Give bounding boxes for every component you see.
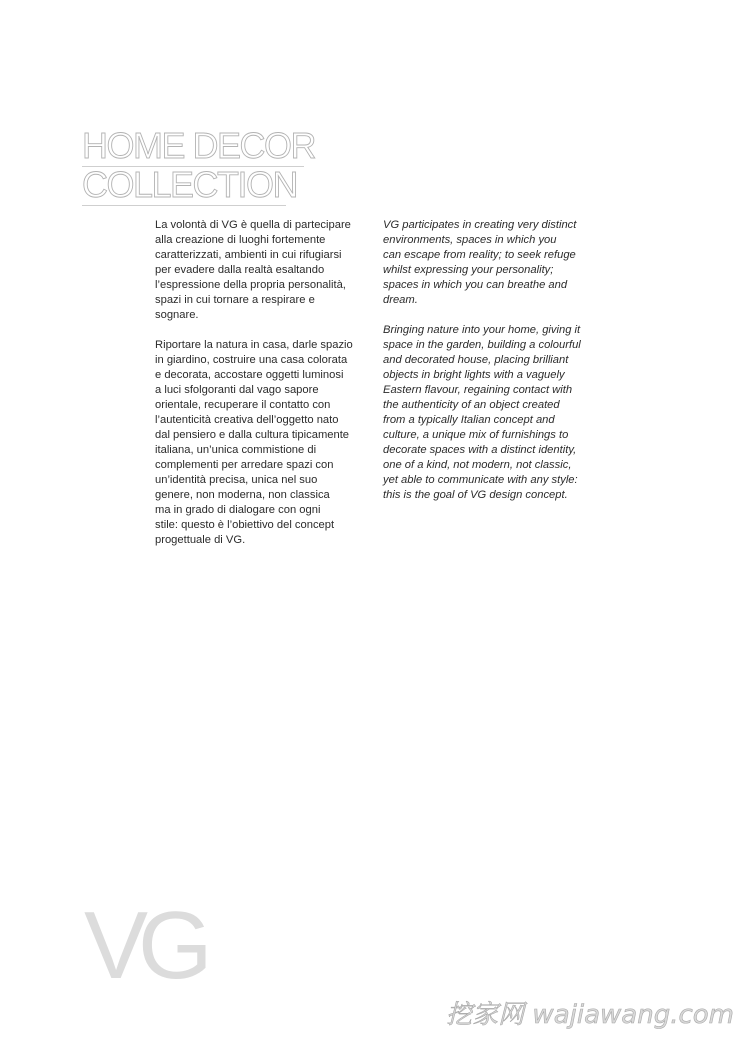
page-title xyxy=(82,125,316,206)
english-paragraph-1: VG participates in creating very distinct environments, spaces in which you can escape from reality; to seek refuge whilst expressing your personality; spaces in which you can breathe and dream. xyxy=(383,219,577,306)
title-line-collection: COLLECTION xyxy=(82,164,298,206)
italian-paragraph-1: La volontà di VG è quella di partecipare alla creazione di luoghi fortemente caratterizzati, ambienti in cui rifugiarsi per evadere dalla realtà esaltando l’espressione della propria personalità, spazi in cui tornare a respirare e sognare. xyxy=(155,219,351,321)
english-paragraph-2: Bringing nature into your home, giving it space in the garden, building a colourful and decorated house, placing brilliant objects in bright lights with a vaguely Eastern flavour, regaining contact with the authenticity of an object created from a typically Italian concept and culture, a unique mix of furnishings to decorate spaces with a distinct identity, one of a kind, not modern, not classic, yet able to communicate with any style: this is the goal of VG design concept. xyxy=(383,324,581,501)
english-text-column xyxy=(383,218,611,518)
title-line-home-decor: HOME DECOR xyxy=(82,125,316,167)
site-watermark: 挖家网 wajiawang.com xyxy=(446,1000,734,1030)
italian-paragraph-2: Riportare la natura in casa, darle spazio in giardino, costruire una casa colorata e decorata, accostare oggetti luminosi a luci sfolgoranti dal vago sapore orientale, recuperare il contatto con l’autenticità creativa dell’oggetto nato dal pensiero e dalla cultura tipicamente italiana, un’unica commistione di complementi per arredare spazi con un’identità precisa, unica nel suo genere, non moderna, non classica ma in grado di dialogare con ogni stile: questo è l’obiettivo del concept progettuale di VG. xyxy=(155,339,353,546)
vg-logo: VG xyxy=(84,892,203,999)
italian-text-column xyxy=(155,218,377,563)
